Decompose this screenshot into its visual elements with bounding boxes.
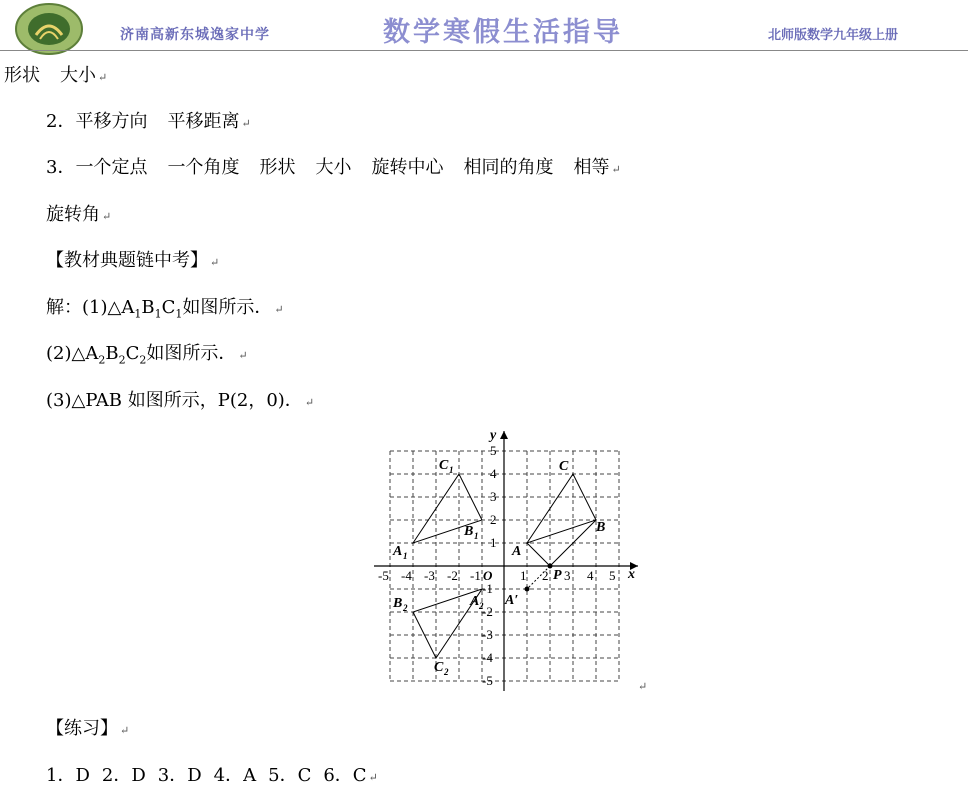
x-tick: 3	[564, 568, 571, 583]
label-A2	[469, 594, 484, 611]
y-tick: 5	[490, 443, 497, 458]
svg-text:1: 1	[403, 551, 408, 561]
label-B: B	[596, 520, 606, 535]
x-tick: -5	[378, 568, 389, 583]
svg-text:2: 2	[479, 601, 484, 611]
header-edition: 北师版数学九年级上册	[768, 28, 899, 43]
svg-text:2: 2	[444, 667, 449, 677]
solution-line-1: 解：$(1)\triangle A_1B_1C_1$如图所示． ↵	[46, 297, 284, 321]
coordinate-figure	[368, 425, 643, 693]
svg-text:C: C	[434, 660, 444, 675]
y-tick: -4	[482, 650, 493, 665]
x-tick: 4	[587, 568, 594, 583]
section-heading-practice: 【练习】 ↵	[46, 718, 130, 739]
point-A-prime-dot	[525, 587, 530, 592]
origin-label: O	[483, 568, 493, 583]
x-tick: -1	[470, 568, 481, 583]
svg-text:C: C	[439, 458, 449, 473]
x-tick: -3	[424, 568, 435, 583]
school-logo	[14, 3, 84, 55]
header-title: 数学寒假生活指导	[383, 17, 623, 48]
x-tick: 1	[520, 568, 527, 583]
label-B1	[463, 524, 479, 541]
label-A: A	[512, 544, 522, 559]
answer-line-1: 形状 大小 ↵	[4, 65, 108, 86]
svg-text:B: B	[393, 596, 403, 611]
y-tick: 3	[490, 489, 497, 504]
y-tick: -5	[482, 673, 493, 688]
label-A-prime: A′	[505, 593, 519, 608]
label-C2	[434, 660, 449, 677]
x-tick: 5	[609, 568, 616, 583]
triangle-ABC	[527, 474, 596, 543]
y-tick: 2	[490, 512, 497, 527]
svg-text:1: 1	[449, 465, 454, 475]
header-rule	[0, 50, 968, 51]
practice-answers: 1．D 2．D 3．D 4．A 5．C 6．C ↵	[46, 765, 378, 786]
x-tick: -2	[447, 568, 458, 583]
solution-line-2: $(2)\triangle A_2B_2C_2$如图所示． ↵	[46, 343, 248, 367]
point-P-dot	[548, 564, 553, 569]
label-P: P	[553, 568, 562, 583]
label-A1	[392, 544, 408, 561]
label-C: C	[559, 459, 569, 474]
y-tick: 4	[490, 466, 497, 481]
x-tick: -4	[401, 568, 412, 583]
answer-line-2: 2．平移方向 平移距离 ↵	[46, 111, 251, 132]
x-tick: 2	[542, 568, 549, 583]
x-axis-label: x	[628, 567, 635, 582]
header-school: 济南高新东城逸家中学	[120, 27, 270, 43]
y-axis-label: y	[490, 428, 497, 443]
section-heading-textbook: 【教材典题链中考】 ↵	[46, 250, 220, 271]
axes	[374, 431, 638, 691]
svg-text:1: 1	[474, 531, 479, 541]
svg-text:B: B	[464, 524, 474, 539]
answer-line-3: 3．一个定点 一个角度 形状 大小 旋转中心 相同的角度 相等 ↵	[46, 157, 621, 178]
y-axis-arrow	[500, 431, 508, 439]
y-tick: -2	[482, 604, 493, 619]
figure-return-mark: ↵	[638, 680, 648, 693]
page-header	[0, 0, 968, 58]
svg-text:A: A	[470, 594, 480, 609]
label-C1	[439, 458, 454, 475]
solution-line-3: (3)△PAB 如图所示，P(2，0)． ↵	[46, 390, 315, 411]
svg-text:A: A	[393, 544, 403, 559]
y-tick: 1	[490, 535, 497, 550]
y-tick: -3	[482, 627, 493, 642]
answer-line-4: 旋转角 ↵	[46, 204, 112, 225]
svg-text:2: 2	[403, 603, 408, 613]
label-B2	[392, 596, 408, 613]
y-tick: -1	[482, 581, 493, 596]
